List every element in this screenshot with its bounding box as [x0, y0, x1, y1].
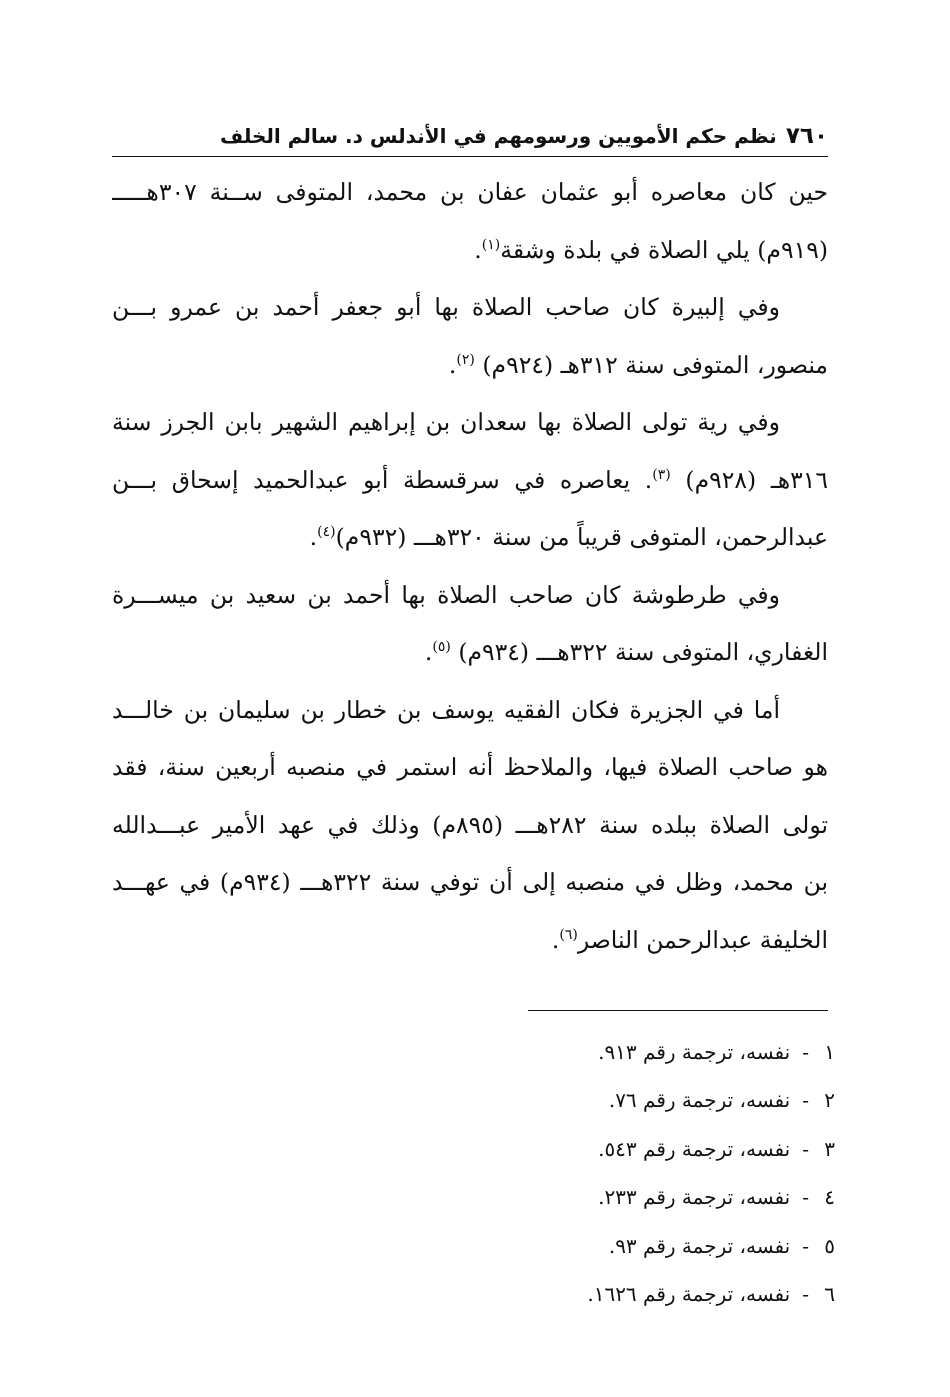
footnote-item	[460, 1076, 835, 1124]
footnote-text: نفسه، ترجمة رقم ٥٤٣.	[598, 1136, 791, 1161]
header-rule	[112, 156, 828, 157]
footnote-ref[interactable]: (٦)	[559, 926, 578, 943]
footnote-text: نفسه، ترجمة رقم ٢٣٣.	[598, 1185, 791, 1210]
footnotes	[460, 1028, 835, 1318]
footnote-dash: -	[802, 1281, 809, 1306]
text-line: وفي إلبيرة كان صاحب الصلاة بها أبو جعفر أحمد بن عمرو بـــن	[112, 293, 780, 321]
footnote-dash: -	[802, 1040, 809, 1064]
text-line: ٣١٦هـ (٩٢٨م) $^{(٣)}$. يعاصره في سرقسطة أبو عبدالحميد إسحاق بـــن	[112, 465, 828, 494]
footnote-item	[460, 1270, 835, 1318]
footnote-separator	[528, 1010, 828, 1011]
footnote-text: نفسه، ترجمة رقم ٩١٣.	[598, 1040, 791, 1064]
text-line: الخليفة عبدالرحمن الناصر$^{(٦)}$.	[551, 925, 828, 954]
footnote-number: ٤	[824, 1185, 835, 1210]
footnote-number: ١	[824, 1040, 835, 1064]
footnote-text: نفسه، ترجمة رقم ٩٣.	[608, 1233, 791, 1258]
footnote-number: ٣	[824, 1136, 835, 1161]
text-line: بن محمد، وظل في منصبه إلى أن توفي سنة ٣٢٢هـــ (٩٣٤م) في عهـــد	[112, 868, 828, 896]
footnote-item	[460, 1028, 835, 1076]
text-line: منصور، المتوفى سنة ٣١٢هـ (٩٢٤م) $^{(٢)}$.	[448, 350, 828, 379]
footnote-item	[460, 1222, 835, 1270]
page-header	[112, 120, 828, 156]
footnote-ref[interactable]: (٤)	[317, 524, 336, 540]
text-line: تولى الصلاة ببلده سنة ٢٨٢هـــ (٨٩٥م) وذلك في عهد الأمير عبـــدالله	[112, 810, 828, 839]
footnote-ref[interactable]: (٥)	[432, 639, 451, 655]
main-text	[112, 164, 828, 969]
text-line: حين كان معاصره أبو عثمان عفان بن محمد، المتوفى ســنة ٣٠٧هـــــ	[112, 178, 828, 206]
text-line: أما في الجزيرة فكان الفقيه يوسف بن خطار بن سليمان بن خالـــد	[112, 695, 780, 724]
page-number: ٧٦٠	[785, 123, 828, 149]
text-line: وفي طرطوشة كان صاحب الصلاة بها أحمد بن سعيد بن ميســـرة	[112, 580, 780, 609]
text-line: هو صاحب الصلاة فيها، والملاحظ أنه استمر في منصبه أربعين سنة، فقد	[112, 753, 828, 781]
footnote-ref[interactable]: (٣)	[652, 466, 671, 483]
text-line: عبدالرحمن، المتوفى قريباً من سنة ٣٢٠هـــ (٩٣٢م)$^{(٤)}$.	[309, 523, 828, 551]
footnote-text: نفسه، ترجمة رقم ١٦٢٦.	[587, 1281, 791, 1306]
text-line: (٩١٩م) يلي الصلاة في بلدة وشقة$^{(١)}$.	[474, 235, 828, 264]
footnote-ref[interactable]: (٢)	[456, 351, 475, 368]
footnote-dash: -	[802, 1185, 809, 1210]
footnote-dash: -	[802, 1233, 809, 1258]
footnote-ref[interactable]: (١)	[481, 236, 501, 253]
footnote-number: ٢	[824, 1088, 835, 1113]
footnote-number: ٦	[824, 1281, 835, 1306]
running-title: نظم حكم الأمويين ورسومهم في الأندلس د. سالم الخلف	[220, 124, 777, 148]
footnote-item	[460, 1125, 835, 1173]
footnote-number: ٥	[824, 1233, 835, 1258]
text-line: وفي رية تولى الصلاة بها سعدان بن إبراهيم الشهير بابن الجرز سنة	[112, 408, 780, 436]
text-line: الغفاري، المتوفى سنة ٣٢٢هـــ (٩٣٤م) $^{(٥)}$.	[424, 638, 828, 666]
footnote-item	[460, 1173, 835, 1221]
footnote-dash: -	[802, 1088, 809, 1113]
footnote-dash: -	[802, 1136, 809, 1161]
footnote-text: نفسه، ترجمة رقم ٧٦.	[608, 1088, 791, 1113]
